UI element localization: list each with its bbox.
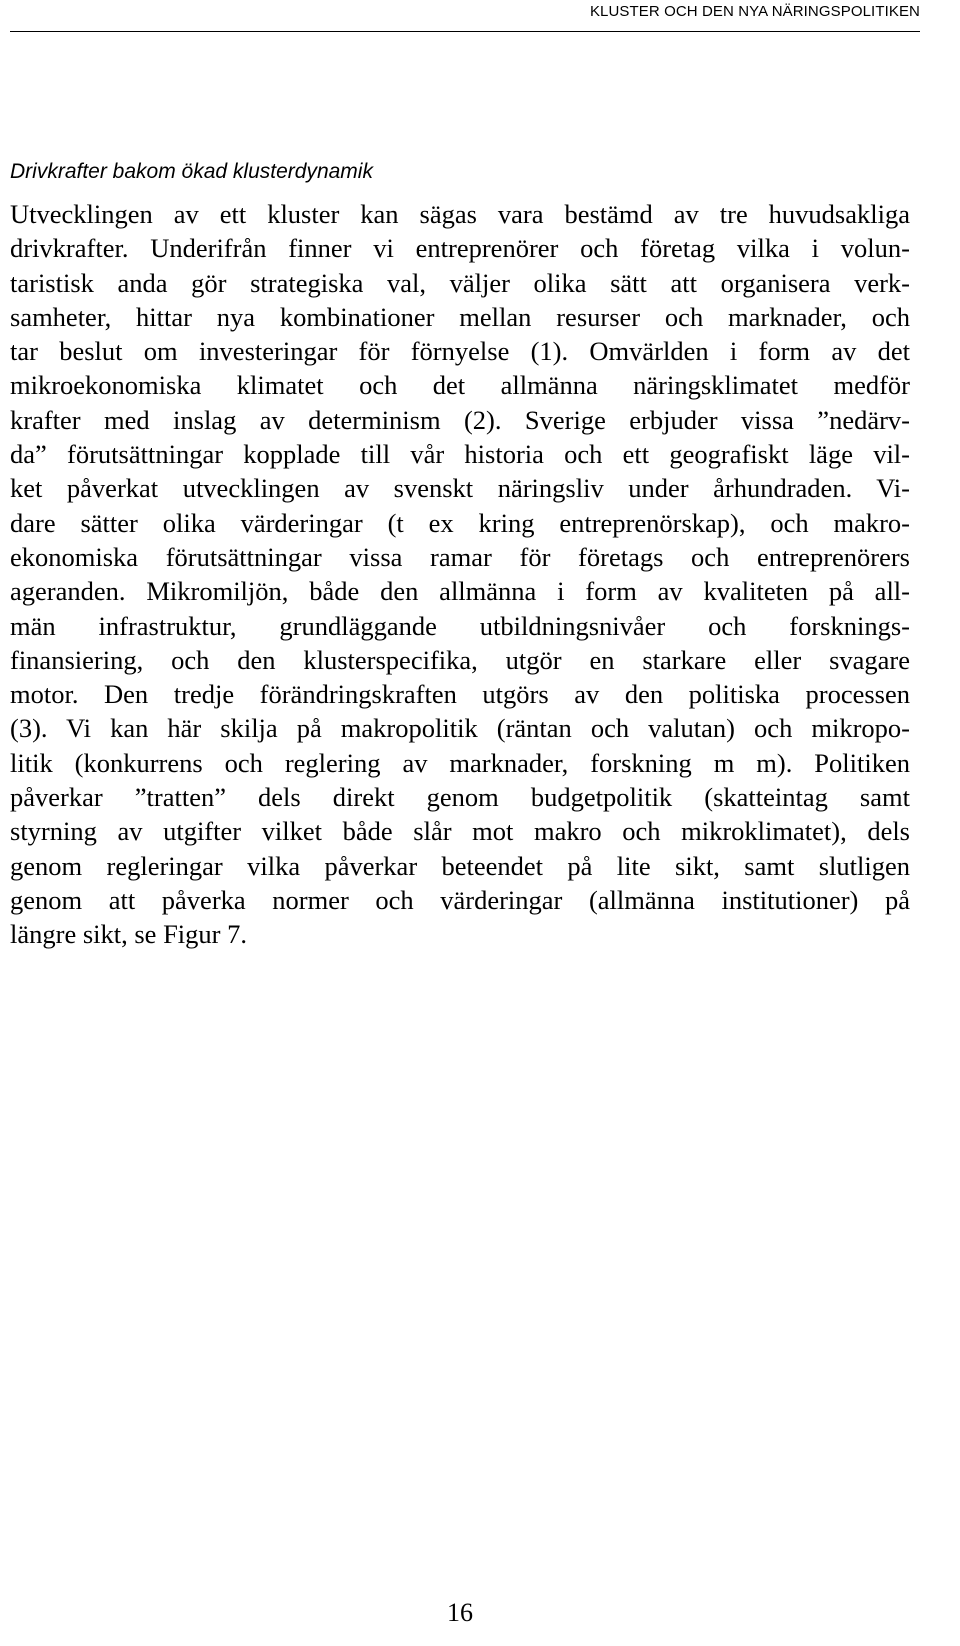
paragraph-line: ket påverkat utvecklingen av svenskt näringsliv under århundraden. Vi- [10,473,910,504]
paragraph-line: styrning av utgifter vilket både slår mot makro och mikroklimatet), dels [10,816,910,847]
section-heading: Drivkrafter bakom ökad klusterdynamik [10,160,373,183]
paragraph-line: (3). Vi kan här skilja på makropolitik (räntan och valutan) och mikropo- [10,713,910,744]
paragraph-line: män infrastruktur, grundläggande utbildningsnivåer och forsknings- [10,610,910,641]
paragraph-line: ageranden. Mikromiljön, både den allmänna i form av kvaliteten på all- [10,576,910,607]
running-header: KLUSTER OCH DEN NYA NÄRINGSPOLITIKEN [589,3,920,20]
paragraph-line: genom regleringar vilka påverkar beteendet på lite sikt, samt slutligen [10,850,910,881]
paragraph-line: da” förutsättningar kopplade till vår historia och ett geografiskt läge vil- [10,439,910,470]
paragraph-line: tar beslut om investeringar för förnyelse (1). Omvärlden i form av det [10,336,910,367]
paragraph-line: längre sikt, se Figur 7. [10,919,247,950]
paragraph-line: motor. Den tredje förändringskraften utgörs av den politiska processen [10,679,910,710]
paragraph-line: krafter med inslag av determinism (2). Sverige erbjuder vissa ”nedärv- [10,404,910,435]
paragraph-line: ekonomiska förutsättningar vissa ramar för företags och entreprenörers [10,541,910,572]
page-number: 16 [447,1598,473,1627]
paragraph-line: dare sätter olika värderingar (t ex kring entreprenörskap), och makro- [10,507,910,538]
paragraph-line: finansiering, och den klusterspecifika, utgör en starkare eller svagare [10,644,910,675]
paragraph-line: genom att påverka normer och värderingar (allmänna institutioner) på [10,884,910,915]
paragraph-line: mikroekonomiska klimatet och det allmänna näringsklimatet medför [10,370,910,401]
paragraph-line: drivkrafter. Underifrån finner vi entreprenörer och företag vilka i volun- [10,233,910,264]
paragraph-line: taristisk anda gör strategiska val, väljer olika sätt att organisera verk- [10,267,910,298]
body-paragraph [10,197,910,952]
paragraph-line: Utvecklingen av ett kluster kan sägas vara bestämd av tre huvudsakliga [10,199,910,229]
paragraph-line: samheter, hittar nya kombinationer mellan resurser och marknader, och [10,301,910,332]
paragraph-line: påverkar ”tratten” dels direkt genom budgetpolitik (skatteintag samt [10,782,910,813]
paragraph-line: litik (konkurrens och reglering av marknader, forskning m m). Politiken [10,747,910,778]
header-rule [10,31,920,32]
